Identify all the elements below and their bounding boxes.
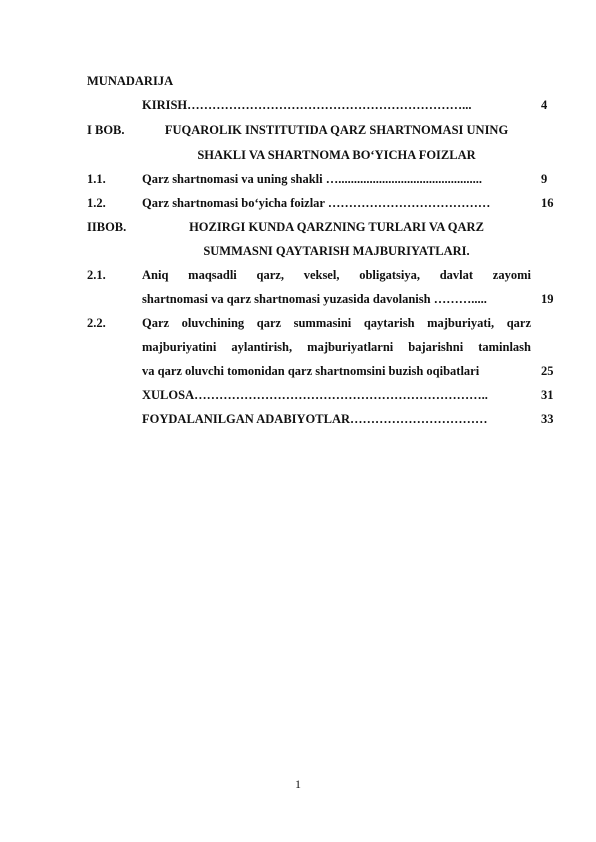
toc-page-1-2: 16	[541, 196, 554, 210]
toc-entry-xulosa: XULOSA……………………………………………………………..	[142, 388, 488, 402]
toc-page-foydalanilgan: 33	[541, 412, 554, 426]
toc-num-1-2: 1.2.	[87, 196, 106, 210]
toc-heading-bob1-line1: FUQAROLIK INSTITUTIDA QARZ SHARTNOMASI UNING	[164, 123, 509, 137]
toc-entry-2-1-line1: Aniq maqsadli qarz, veksel, obligatsiya, davlat zayomi	[142, 268, 531, 282]
toc-num-bob1: I BOB.	[87, 123, 125, 137]
toc-entry-1-2: Qarz shartnomasi bo‘yicha foizlar …………………………………	[142, 196, 491, 210]
page-number: 1	[295, 777, 301, 791]
toc-entry-2-2-line3: va qarz oluvchi tomonidan qarz shartnomsini buzish oqibatlari	[142, 364, 480, 378]
toc-page-xulosa: 31	[541, 388, 554, 402]
toc-page-1-1: 9	[541, 172, 548, 186]
toc-num-1-1: 1.1.	[87, 172, 106, 186]
toc-entry-foydalanilgan: FOYDALANILGAN ADABIYOTLAR……………………………	[142, 412, 488, 426]
toc-entry-kirish: KIRISH…………………………………………………………...	[142, 98, 472, 112]
toc-entry-2-2-line2: majburiyatini aylantirish, majburiyatlarni bajarishni taminlash	[142, 340, 531, 354]
toc-page-2-2: 25	[541, 364, 554, 378]
toc-num-bob2: IIBOB.	[87, 220, 127, 234]
toc-page-kirish: 4	[541, 98, 548, 112]
toc-heading-bob2-line2: SUMMASNI QAYTARISH MAJBURIYATLARI.	[203, 244, 470, 258]
toc-heading-bob2-line1: HOZIRGI KUNDA QARZNING TURLARI VA QARZ	[189, 220, 484, 234]
toc-num-2-2: 2.2.	[87, 316, 106, 330]
toc-heading-bob1-line2: SHAKLI VA SHARTNOMA BO‘YICHA FOIZLAR	[197, 148, 476, 162]
toc-entry-2-2-line1: Qarz oluvchining qarz summasini qaytarish majburiyati, qarz	[142, 316, 531, 330]
toc-num-2-1: 2.1.	[87, 268, 106, 282]
toc-entry-1-1: Qarz shartnomasi va uning shakli …..............................................	[142, 172, 482, 186]
toc-page-2-1: 19	[541, 292, 554, 306]
toc-title: MUNADARIJA	[87, 74, 174, 88]
toc-entry-2-1-line2: shartnomasi va qarz shartnomasi yuzasida davolanish ……….....	[142, 292, 487, 306]
